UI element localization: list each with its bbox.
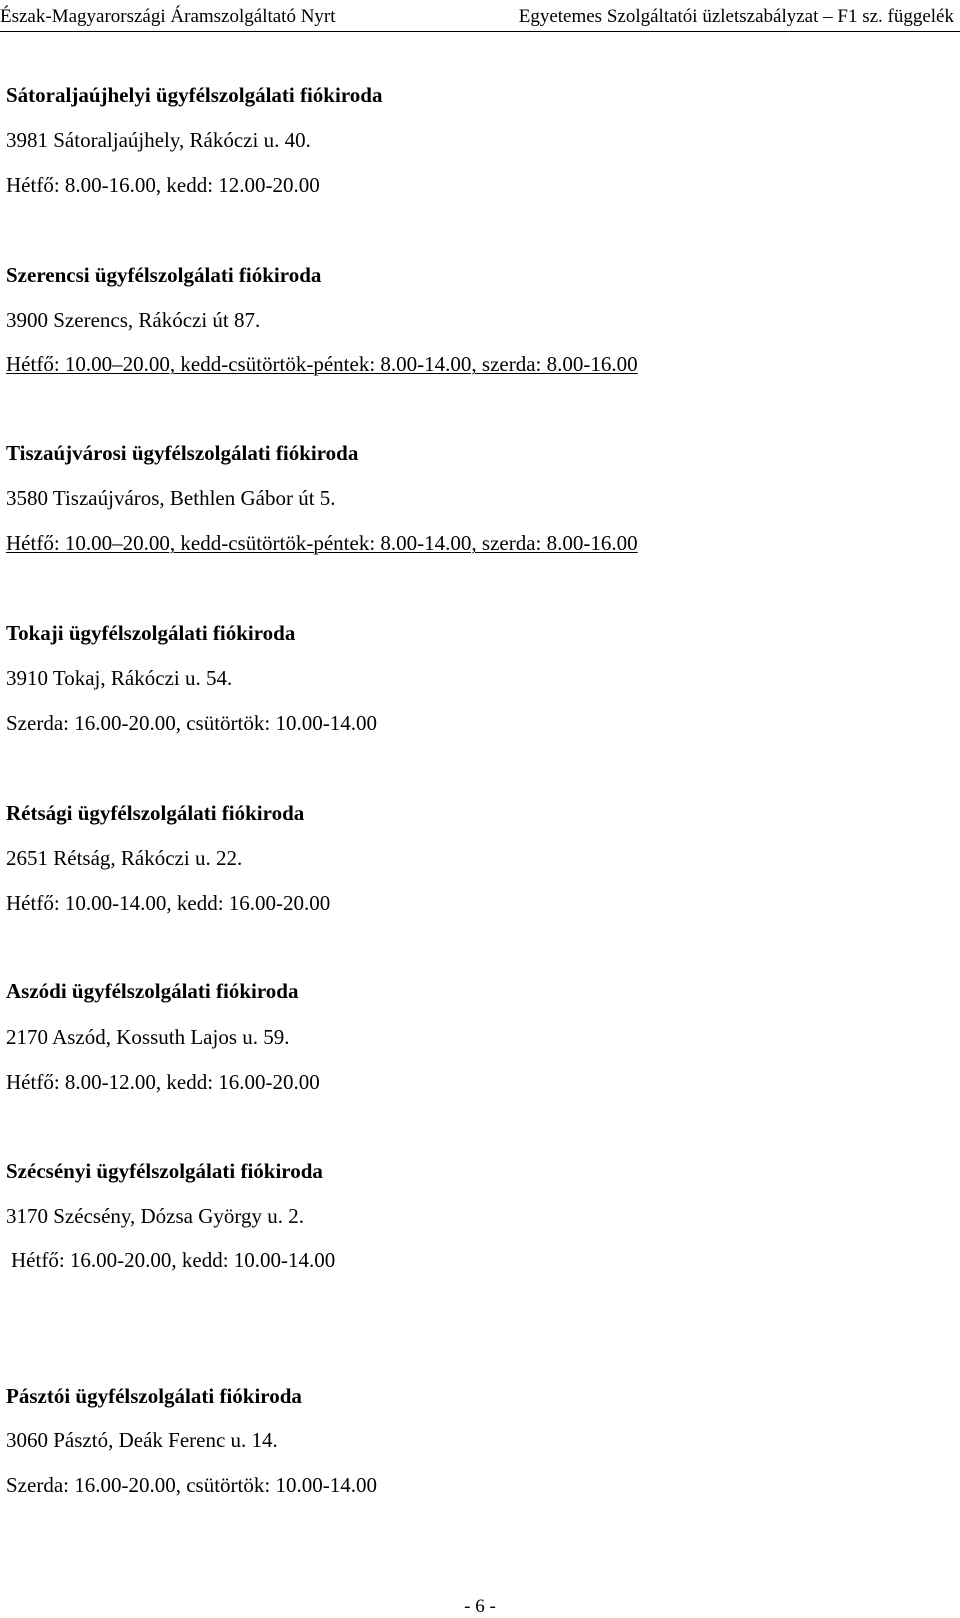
office-name: Tokaji ügyfélszolgálati fiókiroda: [6, 621, 296, 645]
office-hours: Hétfő: 16.00-20.00, kedd: 10.00-14.00: [11, 1248, 336, 1272]
office-address: 3170 Szécsény, Dózsa György u. 2.: [6, 1204, 305, 1228]
office-hours: Hétfő: 10.00–20.00, kedd-csütörtök-péntek: 8.00-14.00, szerda: 8.00-16.00: [6, 352, 638, 376]
page-header: [0, 3, 960, 32]
office-hours: Hétfő: 8.00-16.00, kedd: 12.00-20.00: [6, 173, 320, 197]
office-hours: Hétfő: 10.00-14.00, kedd: 16.00-20.00: [6, 891, 331, 915]
office-address: 3981 Sátoraljaújhely, Rákóczi u. 40.: [6, 128, 311, 152]
office-name: Szerencsi ügyfélszolgálati fiókiroda: [6, 263, 322, 287]
header-document-title: Egyetemes Szolgáltatói üzletszabályzat – F1 sz. függelék: [518, 6, 954, 27]
office-hours: Szerda: 16.00-20.00, csütörtök: 10.00-14.00: [6, 711, 377, 735]
office-name: Szécsényi ügyfélszolgálati fiókiroda: [6, 1159, 323, 1183]
header-company-name: Észak-Magyarországi Áramszolgáltató Nyrt: [0, 6, 336, 27]
office-address: 3060 Pásztó, Deák Ferenc u. 14.: [6, 1428, 278, 1452]
office-address: 2170 Aszód, Kossuth Lajos u. 59.: [6, 1025, 290, 1049]
office-address: 3910 Tokaj, Rákóczi u. 54.: [6, 666, 233, 690]
office-address: 3900 Szerencs, Rákóczi út 87.: [6, 308, 261, 332]
page-number: - 6 -: [464, 1596, 496, 1617]
office-hours: Hétfő: 8.00-12.00, kedd: 16.00-20.00: [6, 1070, 320, 1094]
office-address: 3580 Tiszaújváros, Bethlen Gábor út 5.: [6, 486, 336, 510]
office-name: Tiszaújvárosi ügyfélszolgálati fiókiroda: [6, 441, 359, 465]
office-name: Aszódi ügyfélszolgálati fiókiroda: [6, 979, 299, 1003]
office-hours: Szerda: 16.00-20.00, csütörtök: 10.00-14.00: [6, 1473, 377, 1497]
office-name: Rétsági ügyfélszolgálati fiókiroda: [6, 801, 305, 825]
office-address: 2651 Rétság, Rákóczi u. 22.: [6, 846, 243, 870]
office-name: Sátoraljaújhelyi ügyfélszolgálati fiókiroda: [6, 83, 383, 107]
office-hours: Hétfő: 10.00–20.00, kedd-csütörtök-péntek: 8.00-14.00, szerda: 8.00-16.00: [6, 531, 638, 555]
office-name: Pásztói ügyfélszolgálati fiókiroda: [6, 1384, 302, 1408]
